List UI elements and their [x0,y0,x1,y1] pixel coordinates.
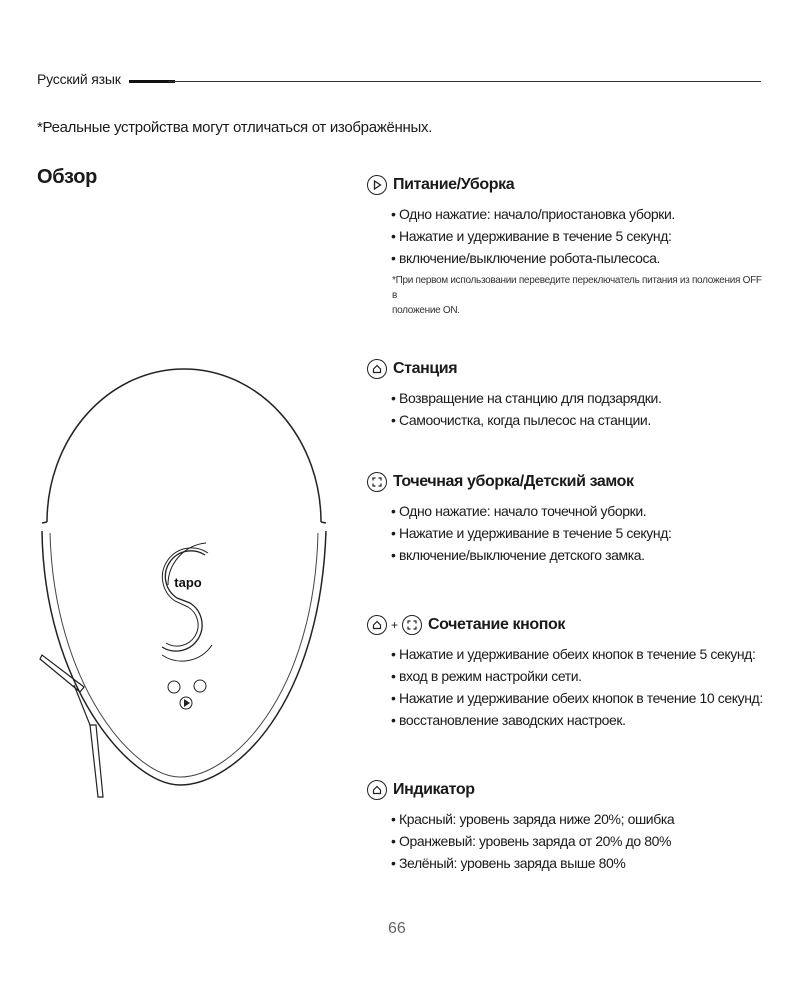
section-combo-title: Сочетание кнопок [428,616,565,633]
section-station [367,357,767,431]
home-icon [367,615,387,635]
section-station-header [367,357,767,381]
list-item: • Одно нажатие: начало/приостановка уборки. [367,203,767,225]
list-item: • Нажатие и удерживание в течение 5 секунд: [367,522,767,544]
page-number: 66 [388,920,406,937]
section-spot-header [367,470,767,494]
tapo-logo: tapo [174,575,202,590]
section-indicator-header [367,778,767,802]
list-item: • Зелёный: уровень заряда выше 80% [367,852,767,874]
power-note-line: положение ON. [392,305,460,316]
home-icon [367,780,387,800]
list-item-continuation: • вход в режим настройки сети. [367,665,767,687]
list-item: • Одно нажатие: начало точечной уборки. [367,500,767,522]
spot-icon [367,472,387,492]
list-item-continuation: • восстановление заводских настроек. [367,709,767,731]
section-spot-title: Точечная уборка/Детский замок [393,473,634,490]
section-spot [367,470,767,566]
section-combo [367,613,767,731]
disclaimer-text: *Реальные устройства могут отличаться от изображённых. [37,119,433,136]
language-label: Русский язык [37,71,121,87]
list-item: • Нажатие и удерживание в течение 5 секунд: [367,225,767,247]
home-icon [367,359,387,379]
list-item: • Нажатие и удерживание обеих кнопок в течение 10 секунд: [367,687,767,709]
section-combo-header [367,613,767,637]
list-item-continuation: • включение/выключение детского замка. [367,544,767,566]
list-item-continuation: • включение/выключение робота-пылесоса. [367,247,767,269]
spot-icon [402,615,422,635]
section-station-title: Станция [393,360,458,377]
list-item: • Оранжевый: уровень заряда от 20% до 80% [367,830,767,852]
section-power [367,173,767,318]
list-item: • Самоочистка, когда пылесос на станции. [367,409,767,431]
section-indicator-title: Индикатор [393,781,475,798]
robot-vacuum-illustration [30,285,335,805]
play-icon [367,175,387,195]
list-item: • Возвращение на станцию для подзарядки. [367,387,767,409]
section-power-title: Питание/Уборка [393,176,515,193]
list-item: • Красный: уровень заряда ниже 20%; ошибка [367,808,767,830]
plus-sign: + [391,618,399,632]
section-indicator [367,778,767,874]
overview-title: Обзор [37,166,98,188]
power-note [392,273,767,318]
power-note-line: *При первом использовании переведите переключатель питания из положения OFF в [392,275,762,301]
section-power-header [367,173,767,197]
list-item: • Нажатие и удерживание обеих кнопок в течение 5 секунд: [367,643,767,665]
header-rule [168,81,761,82]
